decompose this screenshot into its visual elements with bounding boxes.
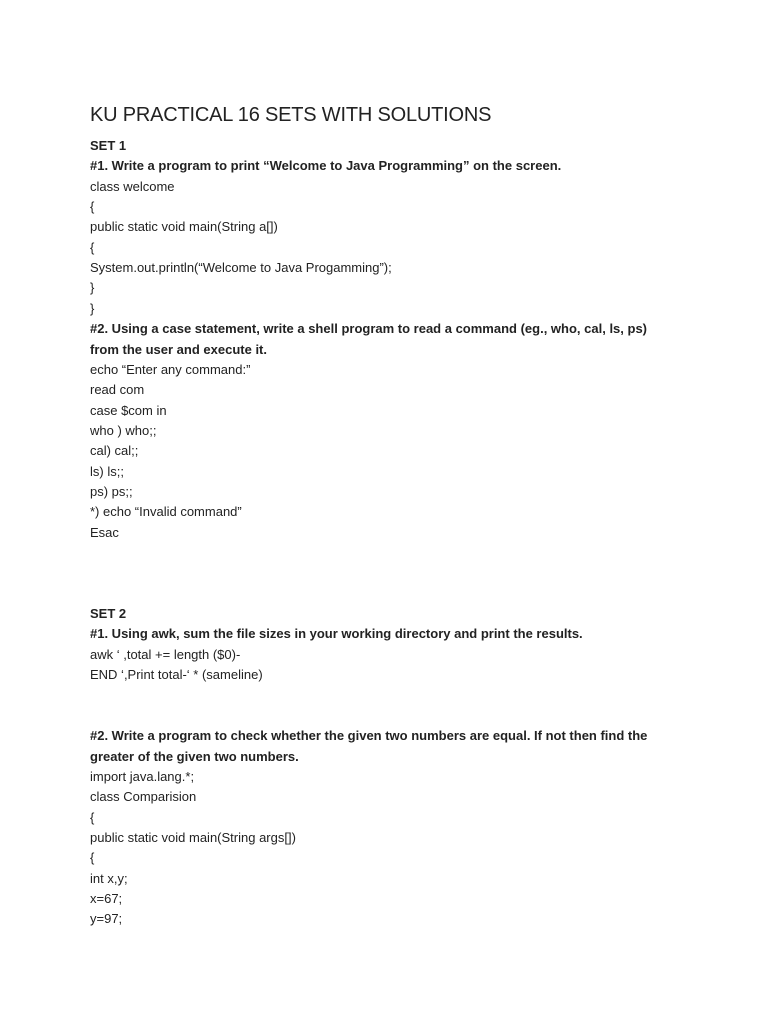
code-line: awk ‘ ,total += length ($0)- — [90, 647, 241, 662]
code-line: read com — [90, 382, 145, 397]
heading-line: #1. Write a program to print “Welcome to Java Programming” on the screen. — [90, 158, 562, 173]
code-line: echo “Enter any command:” — [90, 362, 251, 377]
code-line: x=67; — [90, 891, 123, 906]
code-line: case $com in — [90, 403, 167, 418]
heading-line: #2. Write a program to check whether the given two numbers are equal. If not then find the — [90, 728, 648, 743]
code-line: ps) ps;; — [90, 484, 133, 499]
code-line: *) echo “Invalid command” — [90, 504, 242, 519]
heading-line: #2. Using a case statement, write a shell program to read a command (eg., who, cal, ls, ps) — [90, 321, 648, 336]
code-line: public static void main(String a[]) — [90, 219, 278, 234]
code-line: Esac — [90, 525, 119, 540]
heading-line: from the user and execute it. — [90, 342, 267, 357]
code-line: END ‘,Print total-‘ * (sameline) — [90, 667, 263, 682]
heading-line: SET 2 — [90, 606, 127, 621]
code-line: cal) cal;; — [90, 443, 139, 458]
document-title: KU PRACTICAL 16 SETS WITH SOLUTIONS — [90, 104, 492, 126]
code-line: y=97; — [90, 911, 123, 926]
code-line: { — [90, 240, 95, 255]
code-line: who ) who;; — [90, 423, 157, 438]
code-line: } — [90, 280, 95, 295]
code-line: { — [90, 850, 95, 865]
code-line: class welcome — [90, 179, 175, 194]
heading-line: #1. Using awk, sum the file sizes in your working directory and print the results. — [90, 626, 583, 641]
code-line: { — [90, 810, 95, 825]
code-line: { — [90, 199, 95, 214]
code-line: } — [90, 301, 95, 316]
code-line: System.out.println(“Welcome to Java Progamming”); — [90, 260, 392, 275]
code-line: class Comparision — [90, 789, 197, 804]
heading-line: greater of the given two numbers. — [90, 749, 299, 764]
code-line: import java.lang.*; — [90, 769, 195, 784]
code-line: public static void main(String args[]) — [90, 830, 296, 845]
code-line: int x,y; — [90, 871, 128, 886]
code-line: ls) ls;; — [90, 464, 124, 479]
heading-line: SET 1 — [90, 138, 127, 153]
